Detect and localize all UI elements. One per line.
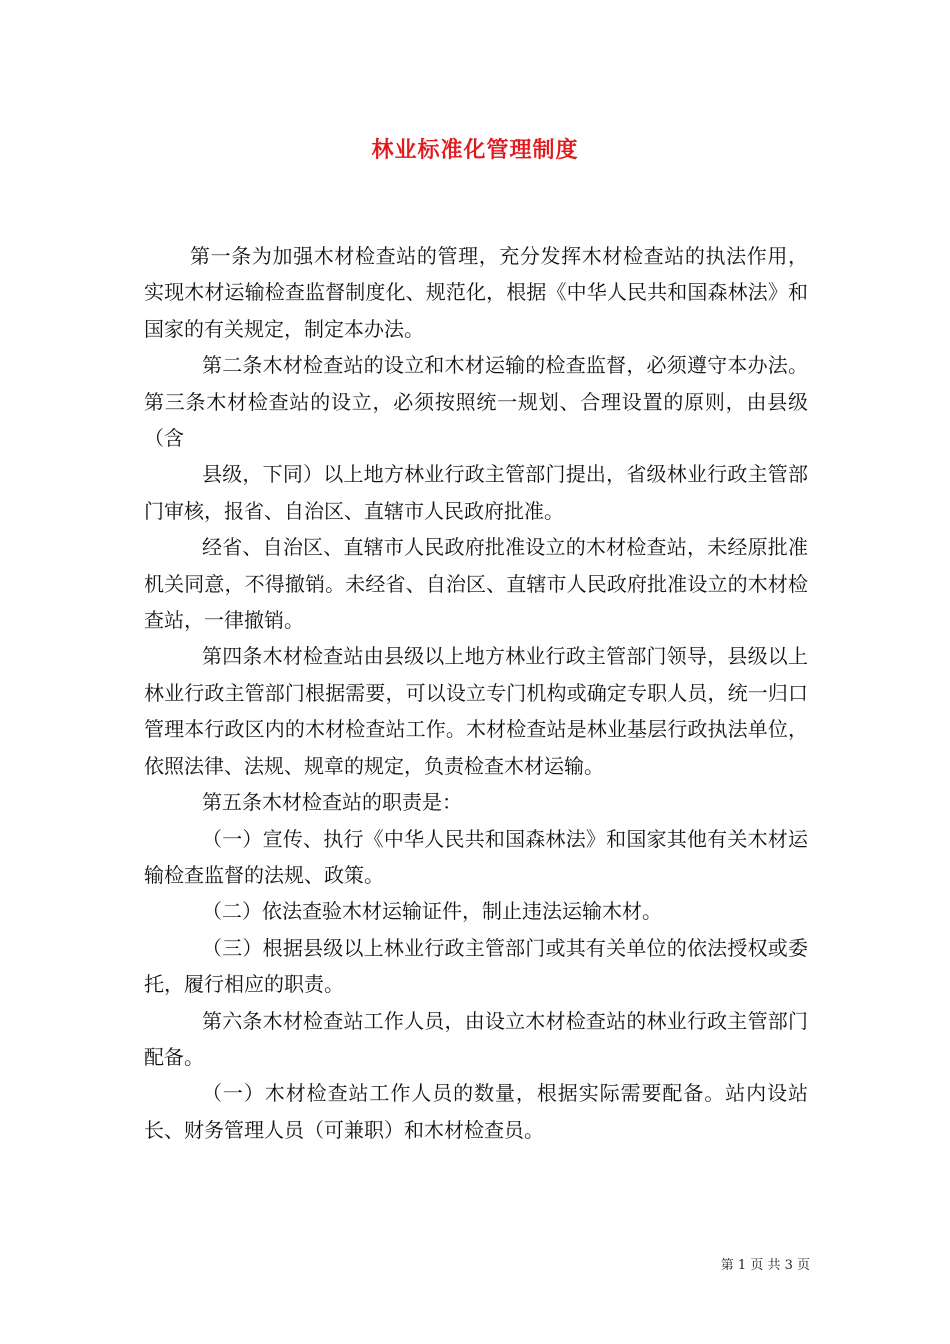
paragraph: （一）宣传、执行《中华人民共和国森林法》和国家其他有关木材运输检查监督的法规、政策。 (144, 826, 808, 887)
document-title: 林业标准化管理制度 (371, 138, 579, 163)
paragraph: （一）木材检查站工作人员的数量，根据实际需要配备。站内设站长、财务管理人员（可兼职）和木材检查员。 (144, 1081, 808, 1142)
paragraph: 经省、自治区、直辖市人民政府批准设立的木材检查站，未经原批准机关同意，不得撤销。未经省、自治区、直辖市人民政府批准设立的木材检查站，一律撤销。 (144, 535, 808, 633)
paragraph: 第一条为加强木材检查站的管理，充分发挥木材检查站的执法作用，实现木材运输检查监督制度化、规范化，根据《中华人民共和国森林法》和国家的有关规定，制定本办法。 (144, 244, 808, 341)
paragraph: 第六条木材检查站工作人员，由设立木材检查站的林业行政主管部门配备。 (144, 1008, 808, 1069)
paragraph: 第五条木材检查站的职责是： (202, 790, 462, 815)
page-number: 第 1 页 共 3 页 (720, 1258, 810, 1273)
paragraph: （三）根据县级以上林业行政主管部门或其有关单位的依法授权或委托，履行相应的职责。 (144, 935, 808, 997)
paragraph: 县级，下同）以上地方林业行政主管部门提出，省级林业行政主管部门审核，报省、自治区、直辖市人民政府批准。 (144, 462, 808, 523)
paragraph: 第四条木材检查站由县级以上地方林业行政主管部门领导，县级以上林业行政主管部门根据需要，可以设立专门机构或确定专职人员，统一归口管理本行政区内的木材检查站工作。木材检查站是林业基层行政执法单位，依照法律、法规、规章的规定，负责检查木材运输。 (144, 644, 808, 778)
paragraph: 第二条木材检查站的设立和木材运输的检查监督，必须遵守本办法。第三条木材检查站的设立，必须按照统一规划、合理设置的原则，由县级（含 (144, 353, 808, 451)
paragraph: （二）依法查验木材运输证件，制止违法运输木材。 (202, 899, 662, 924)
document-body (144, 238, 808, 1148)
